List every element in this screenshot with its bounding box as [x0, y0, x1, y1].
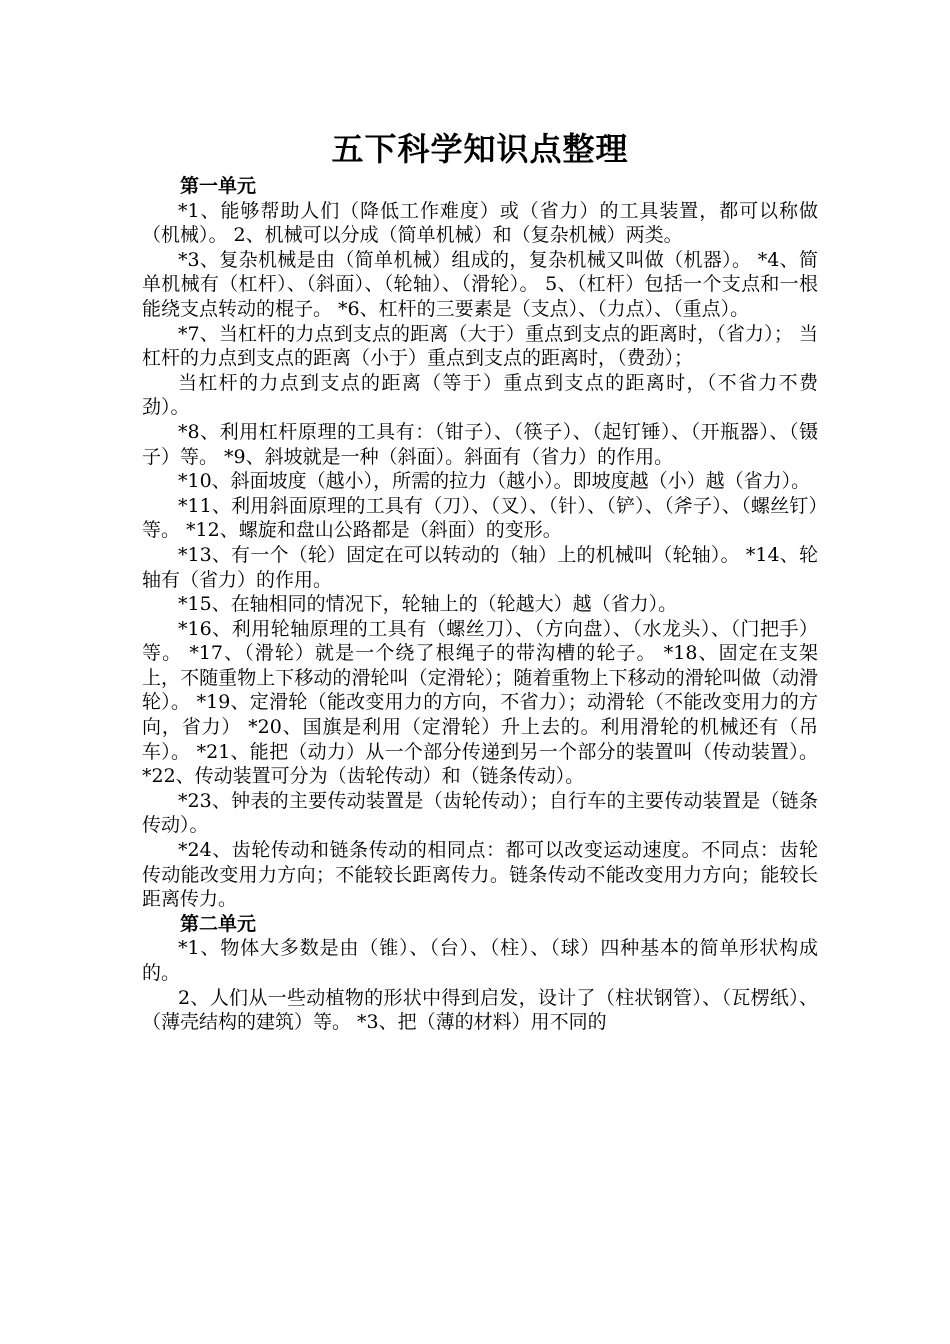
- paragraph: *15、在轴相同的情况下，轮轴上的（轮越大）越（省力）。: [178, 593, 678, 616]
- paragraph: *1、能够帮助人们（降低工作难度）或（省力）的工具装置，都可以称做（机械）。 2、机械可以分成（简单机械）和（复杂机械）两类。: [142, 199, 818, 247]
- paragraph: *10、斜面坡度（越小），所需的拉力（越小）。即坡度越（小）越（省力）。: [178, 470, 811, 493]
- paragraph: 当杠杆的力点到支点的距离（等于）重点到支点的距离时，（不省力不费劲）。: [142, 371, 818, 419]
- document-page: [142, 124, 818, 1035]
- paragraph: *13、有一个（轮）固定在可以转动的（轴）上的机械叫（轮轴）。 *14、轮轴有（省力）的作用。: [142, 543, 818, 591]
- paragraph: *11、利用斜面原理的工具有（刀）、（叉）、（针）、（铲）、（斧子）、（螺丝钉）等。 *12、螺旋和盘山公路都是（斜面）的变形。: [142, 494, 818, 542]
- paragraph: *1、物体大多数是由（锥）、（台）、（柱）、（球）四种基本的简单形状构成的。: [142, 937, 818, 984]
- paragraph: *23、钟表的主要传动装置是（齿轮传动）；自行车的主要传动装置是（链条传动）。: [142, 789, 818, 837]
- paragraph: *16、利用轮轴原理的工具有（螺丝刀）、（方向盘）、（水龙头）、（门把手）等。 *17、（滑轮）就是一个绕了根绳子的带沟槽的轮子。 *18、固定在支架上，不随重物上下移动的滑轮叫（定滑轮）；随着重物上下移动的滑轮叫做（动滑轮）。 *19、定滑轮（能改变用力的方向，不省力）；动滑轮（不能改变用力的方向，省力） *20、国旗是利用（定滑轮）升上去的。利用滑轮的机械还有（吊车）。 *21、能把（动力）从一个部分传递到另一个部分的装置叫（传动装置）。 *22、传动装置可分为（齿轮传动）和（链条传动）。: [142, 617, 818, 788]
- paragraph: *8、利用杠杆原理的工具有：（钳子）、（筷子）、（起钉锤）、（开瓶器）、（镊子）等。 *9、斜坡就是一种（斜面）。斜面有（省力）的作用。: [142, 420, 818, 468]
- paragraph: *24、齿轮传动和链条传动的相同点：都可以改变运动速度。不同点：齿轮传动能改变用力方向；不能较长距离传力。链条传动不能改变用力方向；能较长距离传力。: [142, 839, 818, 911]
- paragraph: *7、当杠杆的力点到支点的距离（大于）重点到支点的距离时，（省力）； 当杠杆的力点到支点的距离（小于）重点到支点的距离时，（费劲）；: [142, 322, 818, 370]
- section-heading-unit-2: 第二单元: [180, 912, 257, 935]
- document-title: 五下科学知识点整理: [331, 130, 629, 168]
- paragraph: *3、复杂机械是由（简单机械）组成的，复杂机械又叫做（机器）。 *4、简单机械有（杠杆）、（斜面）、（轮轴）、（滑轮）。 5、（杠杆）包括一个支点和一根能绕支点转动的棍子。 *6、杠杆的三要素是（支点）、（力点）、（重点）。: [142, 248, 818, 320]
- section-heading-unit-1: 第一单元: [180, 175, 257, 197]
- paragraph: 2、人们从一些动植物的形状中得到启发，设计了（柱状钢管）、（瓦楞纸）、（薄壳结构的建筑）等。 *3、把（薄的材料）用不同的: [142, 986, 818, 1034]
